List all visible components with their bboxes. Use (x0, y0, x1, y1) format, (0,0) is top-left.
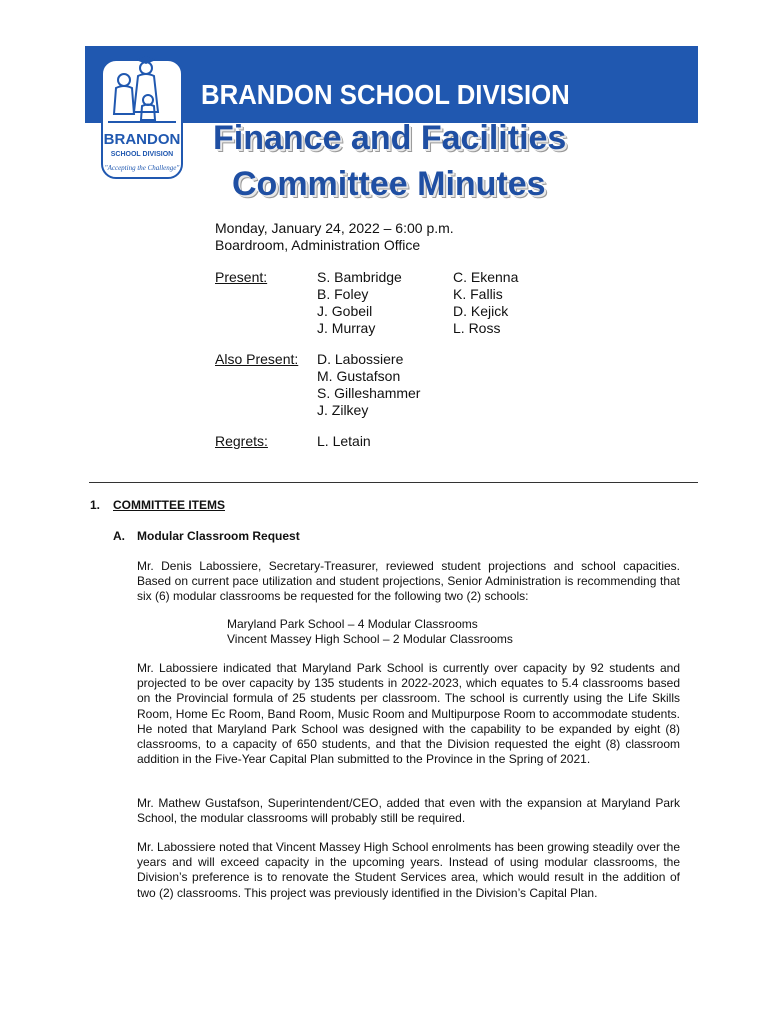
paragraph: Mr. Labossiere noted that Vincent Massey High School enrolments has been growing steadily over the years and will exceed capacity in the upcoming years. Instead of using modular classrooms, the Division’s preference is to renovate the Student Services area, which would result in the addition of two (2) classrooms. This project was previously identified in the Division’s Capital Plan. (137, 840, 680, 900)
present-list-col1 (317, 269, 402, 337)
logo-main-text: BRANDON (103, 131, 181, 148)
section-divider (89, 482, 698, 483)
attendee: J. Gobeil (317, 303, 373, 319)
meeting-date-time: Monday, January 24, 2022 – 6:00 p.m. (215, 220, 454, 236)
logo-sub-text: SCHOOL DIVISION (110, 151, 174, 158)
list-item: Maryland Park School – 4 Modular Classrooms (227, 617, 478, 631)
logo-tagline: "Accepting the Challenge" (104, 164, 180, 172)
organization-name: BRANDON SCHOOL DIVISION (201, 79, 570, 110)
attendee: K. Fallis (453, 286, 503, 302)
school-list (227, 617, 513, 647)
attendee: J. Murray (317, 320, 376, 336)
meeting-location: Boardroom, Administration Office (215, 237, 421, 253)
logo-figures-icon (96, 54, 188, 182)
document-title-line2: Committee Minutes (232, 165, 546, 203)
also-present-label: Also Present: (215, 351, 299, 367)
present-list-col2 (453, 269, 518, 337)
attendee: S. Bambridge (317, 269, 402, 285)
division-logo (96, 54, 188, 182)
regrets-list (317, 433, 371, 450)
item-letter: A. (113, 529, 125, 543)
item-title: Modular Classroom Request (137, 529, 300, 543)
regrets-label: Regrets: (215, 433, 268, 449)
attendee: L. Ross (453, 320, 501, 336)
attendee: M. Gustafson (317, 368, 401, 384)
attendee: D. Kejick (453, 303, 509, 319)
list-item: Vincent Massey High School – 2 Modular Classrooms (227, 632, 513, 647)
attendee: D. Labossiere (317, 351, 404, 367)
paragraph: Mr. Labossiere indicated that Maryland Park School is currently over capacity by 92 students and projected to be over capacity by 135 students in 2022-2023, which equates to 5.4 classrooms based on the Provincial formula of 25 students per classroom. The school is currently using the Life Skills Room, Home Ec Room, Band Room, Music Room and Multipurpose Room to accommodate students. He noted that Maryland Park School was designed with the capability to be expanded by eight (8) classrooms, to a capacity of 650 students, and that the Division requested the eight (8) classroom addition in the Five-Year Capital Plan submitted to the Province in the Spring of 2021. (137, 661, 680, 767)
attendee: C. Ekenna (453, 269, 519, 285)
paragraph: Mr. Denis Labossiere, Secretary-Treasurer, reviewed student projections and school capacities. Based on current pace utilization and student projections, Senior Administration is recommending that six (6) modular classrooms be requested for the following two (2) schools: (137, 559, 680, 604)
attendee: B. Foley (317, 286, 369, 302)
attendee: S. Gilleshammer (317, 385, 421, 401)
document-title-line1: Finance and Facilities (213, 119, 567, 157)
section-number: 1. (90, 498, 101, 512)
present-label: Present: (215, 269, 268, 285)
paragraph: Mr. Mathew Gustafson, Superintendent/CEO, added that even with the expansion at Maryland Park School, the modular classrooms will probably still be required. (137, 796, 680, 826)
also-present-list (317, 351, 420, 419)
attendee: L. Letain (317, 433, 371, 449)
attendee: J. Zilkey (317, 402, 369, 418)
section-title: COMMITTEE ITEMS (113, 498, 225, 512)
